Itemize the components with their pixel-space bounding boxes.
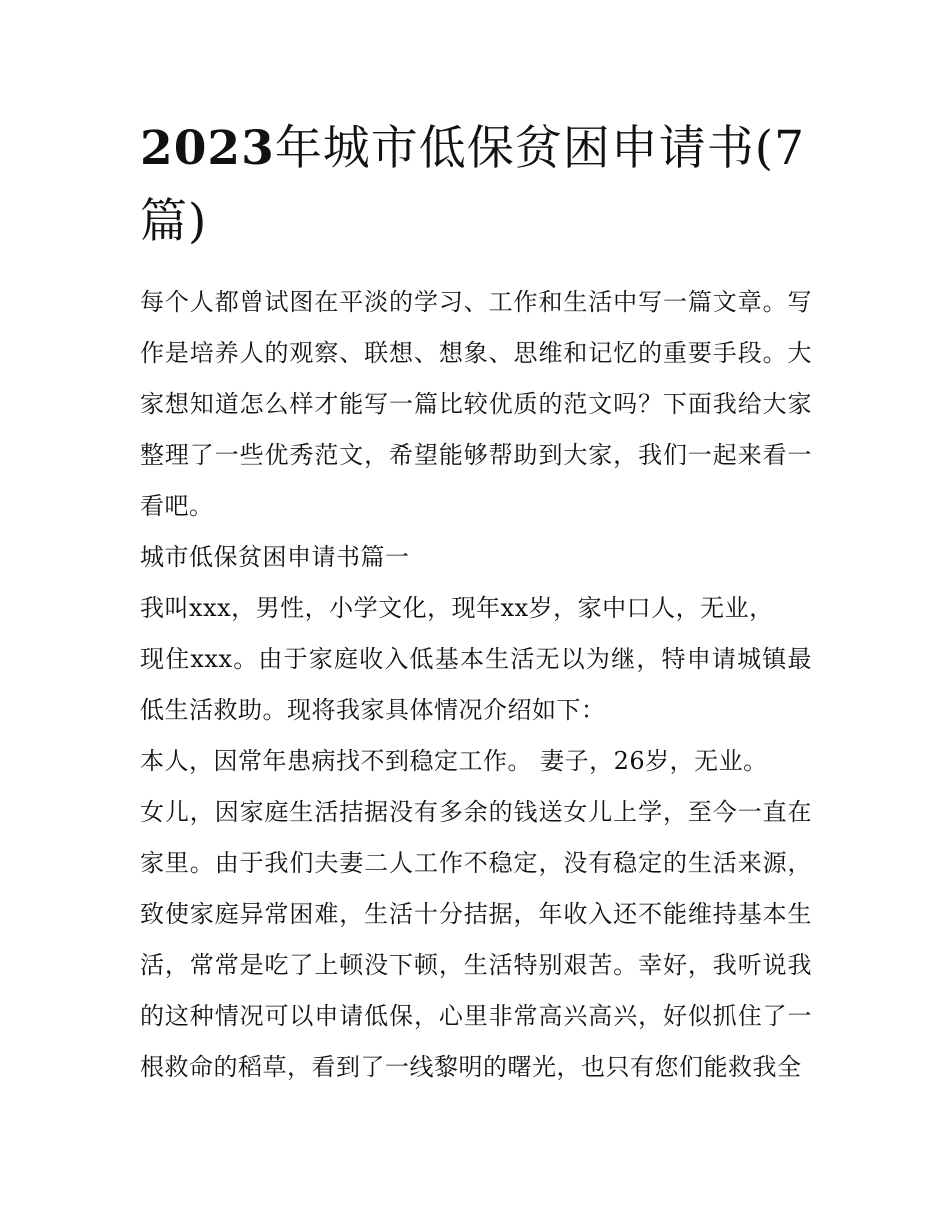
- title-year: 2023: [140, 121, 275, 176]
- document-title: [140, 112, 812, 258]
- body-paragraph: 本人，因常年患病找不到稳定工作。 妻子，26岁，无业。: [140, 747, 768, 775]
- body-paragraph: 女儿，因家庭生活拮据没有多余的钱送女儿上学，至今一直在家里。由于我们夫妻二人工作不稳定，没有稳定的生活来源，致使家庭异常困难，生活十分拮据，年收入还不能维持基本生活，常常是吃了上顿没下顿，生活特别艰苦。幸好，我听说我的这种情况可以申请低保，心里非常高兴高兴，好似抓住了一根救命的稻草，看到了一线黎明的曙光，也只有您们能救我全: [140, 798, 812, 1081]
- intro-paragraph: 每个人都曾试图在平淡的学习、工作和生活中写一篇文章。写作是培养人的观察、联想、想象、思维和记忆的重要手段。大家想知道怎么样才能写一篇比较优质的范文吗？下面我给大家整理了一些优秀范文，希望能够帮助到大家，我们一起来看一看吧。: [140, 288, 812, 520]
- document-body: [140, 277, 812, 1093]
- body-paragraph: 我叫xxx，男性，小学文化，现年xx岁，家中口人，无业，: [140, 594, 774, 622]
- section-heading: 城市低保贫困申请书篇一: [140, 543, 410, 571]
- title-text: 年城市低保贫困申请书(7篇): [140, 121, 806, 249]
- body-paragraph: 现住xxx。由于家庭收入低基本生活无以为继，特申请城镇最低生活救助。现将我家具体情况介绍如下：: [140, 645, 812, 724]
